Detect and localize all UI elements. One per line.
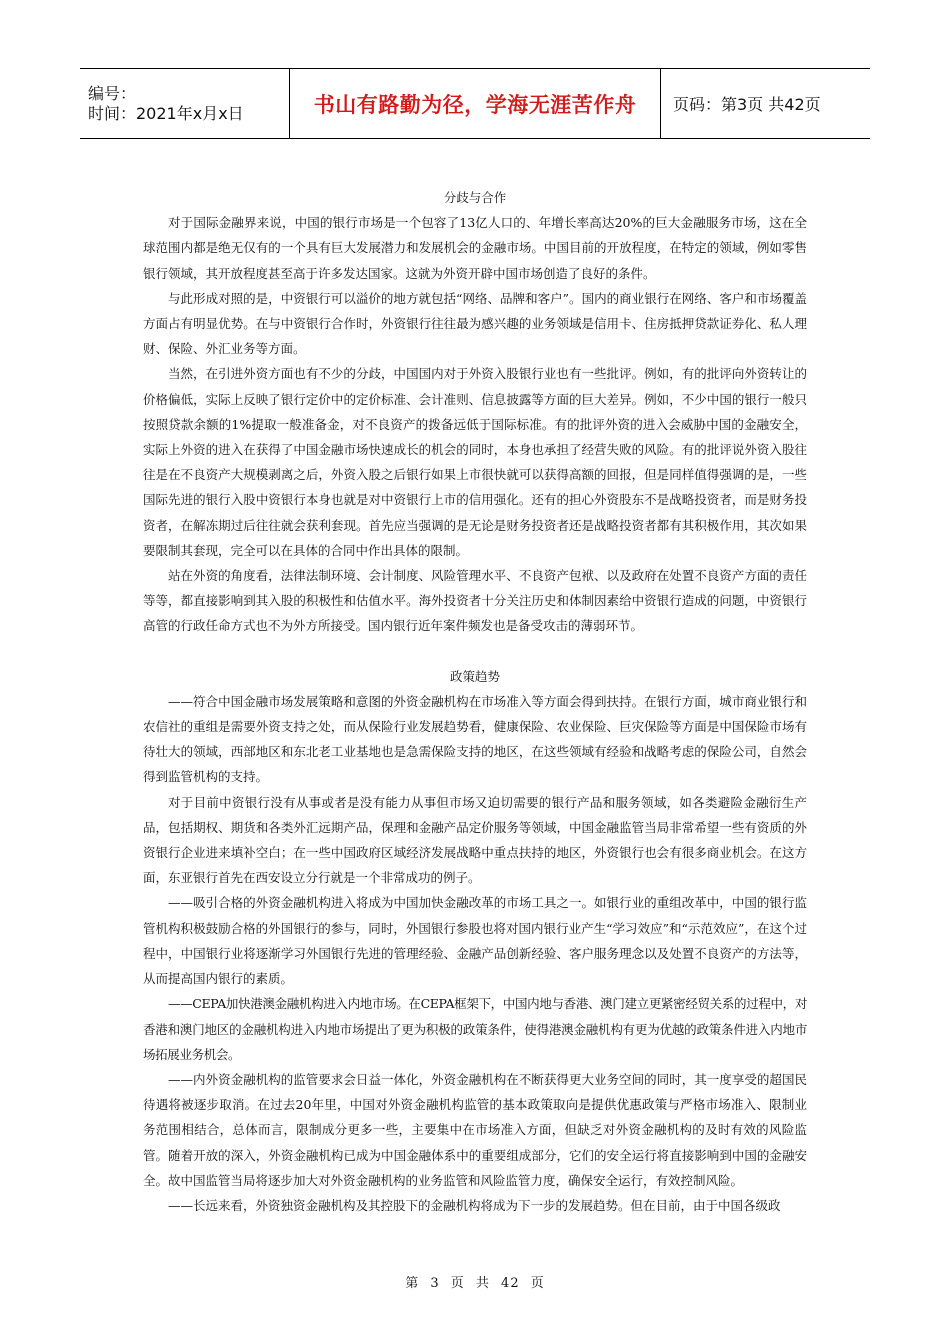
section-title: 政策趋势 [449, 668, 500, 684]
paragraph: 与此形成对照的是，中资银行可以溢价的地方就包括“网络、品牌和客户”。国内的商业银行在网络、客户和市场覆盖方面占有明显优势。在与中资银行合作时，外资银行往往最为感兴趣的业务领域是信用卡、住房抵押贷款证券化、私人理财、保险、外汇业务等方面。 [143, 290, 807, 357]
page-header [80, 68, 870, 139]
motto-text: 书山有路勤为径，学海无涯苦作舟 [313, 92, 637, 117]
paragraph: ——内外资金融机构的监管要求会日益一体化，外资金融机构在不断获得更大业务空间的同时，其一度享受的超国民待遇将被逐步取消。在过去20年里，中国对外资金融机构监管的基本政策取向是提供优惠政策与严格市场准入、限制业务范围相结合，总体而言，限制成分更多一些，主要集中在市场准入方面，但缺乏对外资金融机构的及时有效的风险监管。随着开放的深入，外资金融机构已成为中国金融体系中的重要组成部分，它们的安全运行将直接影响到中国的金融安全。故中国监管当局将逐步加大对外资金融机构的业务监管和风险监管力度，确保安全运行，有效控制风险。 [143, 1071, 807, 1188]
section-policy-trends [143, 664, 807, 1218]
header-meta [80, 69, 290, 138]
paragraph: 对于国际金融界来说，中国的银行市场是一个包容了13亿人口的、年增长率高达20%的巨大金融服务市场，这在全球范围内都是绝无仅有的一个具有巨大发展潜力和发展机会的金融市场。中国目前的开放程度，在特定的领域，例如零售银行领域，其开放程度甚至高于许多发达国家。这就为外资开辟中国市场创造了良好的条件。 [143, 215, 807, 281]
paragraph: ——吸引合格的外资金融机构进入将成为中国加快金融改革的市场工具之一。如银行业的重组改革中，中国的银行监管机构积极鼓励合格的外国银行的参与，同时，外国银行参股也将对国内银行业产生“学习效应”和“示范效应”，在这个过程中，中国银行业将逐渐学习外国银行先进的管理经验、金融产品创新经验、客户服务理念以及处置不良资产的方法等，从而提高国内银行的素质。 [143, 895, 807, 987]
page-info-text: 页码：第3页 共42页 [673, 95, 821, 114]
section-gap [143, 639, 807, 664]
section-divergence-cooperation [143, 185, 807, 639]
footer-page-number: 第 3 页 共 42 页 [405, 1276, 545, 1291]
header-motto [290, 69, 661, 138]
date-label: 时间：2021年x月x日 [88, 103, 244, 123]
paragraph: 当然，在引进外资方面也有不少的分歧，中国国内对于外资入股银行业也有一些批评。例如，有的批评向外资转让的价格偏低，实际上反映了银行定价中的定价标准、会计准则、信息披露等方面的巨大差异。例如，不少中国的银行一般只按照贷款余额的1%提取一般准备金，对不良资产的拨备远低于国际标准。有的批评外资的进入会威胁中国的金融安全，实际上外资的进入在获得了中国金融市场快速成长的机会的同时，本身也承担了经营失败的风险。有的批评说外资入股往往是在不良资产大规模剥离之后，外资入股之后银行如果上市很快就可以获得高额的回报，但是同样值得强调的是，一些国际先进的银行入股中资银行本身也就是对中资银行上市的信用强化。还有的担心外资股东不是战略投资者，而是财务投资者，在解冻期过后往往就会获利套现。首先应当强调的是无论是财务投资者还是战略投资者都有其积极作用，其次如果要限制其套现，完全可以在具体的合同中作出具体的限制。 [143, 366, 807, 558]
paragraph: ——符合中国金融市场发展策略和意图的外资金融机构在市场准入等方面会得到扶持。在银行方面，城市商业银行和农信社的重组是需要外资支持之处，而从保险行业发展趋势看，健康保险、农业保险、巨灾保险等方面是中国保险市场有待壮大的领域，西部地区和东北老工业基地也是急需保险支持的地区，在这些领域有经验和战略考虑的保险公司，自然会得到监管机构的支持。 [143, 693, 807, 785]
paragraph: ——长远来看，外资独资金融机构及其控股下的金融机构将成为下一步的发展趋势。但在目前，由于中国各级政 [168, 1197, 781, 1213]
paragraph: 站在外资的角度看，法律法制环境、会计制度、风险管理水平、不良资产包袱、以及政府在处置不良资产方面的责任等等，都直接影响到其入股的积极性和估值水平。海外投资者十分关注历史和体制因素给中资银行造成的问题，中资银行高管的行政任命方式也不为外方所接受。国内银行近年案件频发也是备受攻击的薄弱环节。 [143, 568, 807, 634]
header-page-info [661, 69, 870, 138]
page-footer [0, 1272, 950, 1291]
serial-number-label: 编号： [88, 83, 137, 103]
section-title: 分歧与合作 [443, 190, 507, 205]
paragraph: ——CEPA加快港澳金融机构进入内地市场。在CEPA框架下，中国内地与香港、澳门建立更紧密经贸关系的过程中，对香港和澳门地区的金融机构进入内地市场提出了更为积极的政策条件，使得港澳金融机构有更为优越的政策条件进入内地市场拓展业务机会。 [143, 996, 807, 1062]
document-body [143, 185, 807, 1218]
paragraph: 对于目前中资银行没有从事或者是没有能力从事但市场又迫切需要的银行产品和服务领域，如各类避险金融衍生产品，包括期权、期货和各类外汇远期产品，保理和金融产品定价服务等领域，中国金融监管当局非常希望一些有资质的外资银行企业进来填补空白；在一些中国政府区域经济发展战略中重点扶持的地区，外资银行也会有很多商业机会。在这方面，东亚银行首先在西安设立分行就是一个非常成功的例子。 [143, 794, 807, 886]
